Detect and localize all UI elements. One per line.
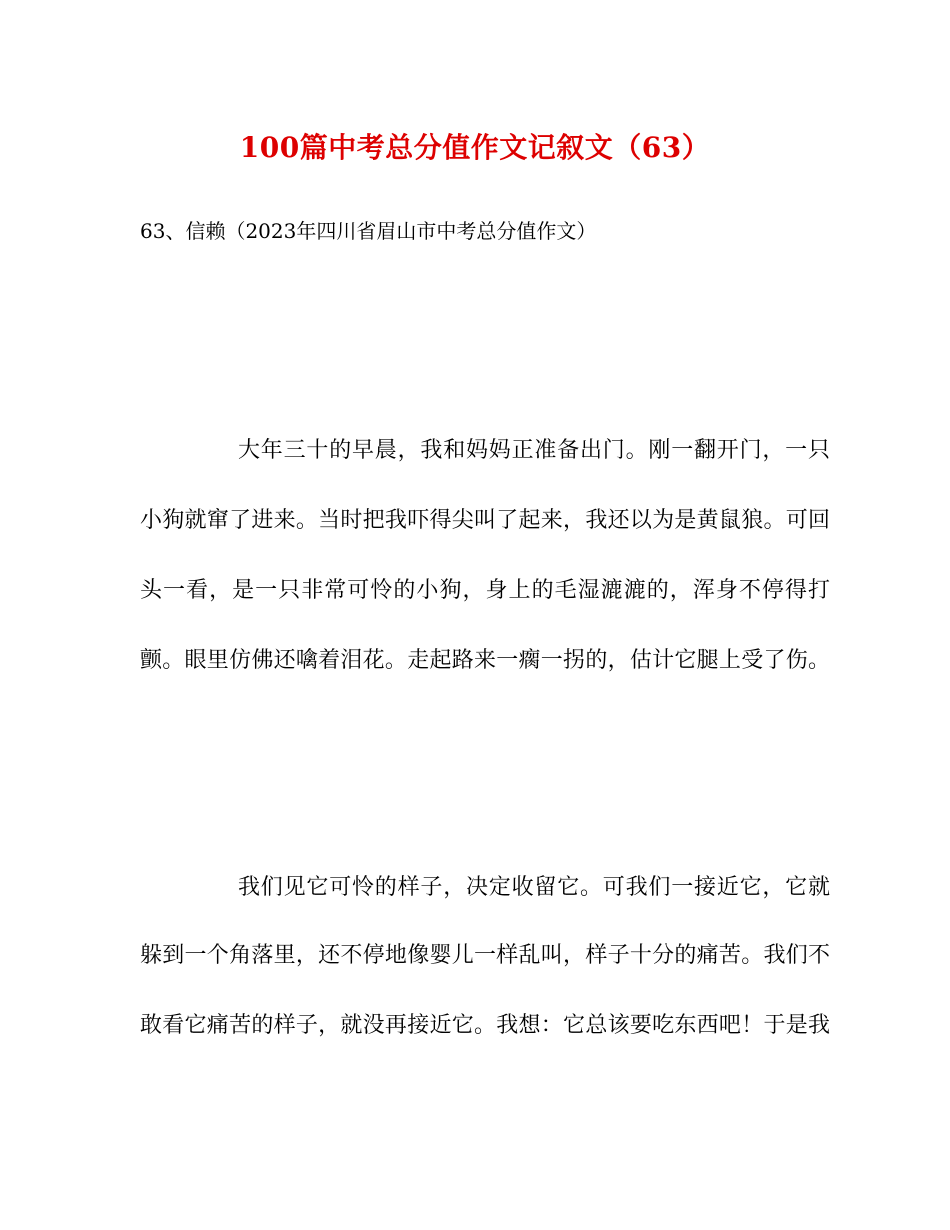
paragraph-2-line-3: 敢看它痛苦的样子，就没再接近它。我想：它总该要吃东西吧！于是我 (140, 1013, 830, 1038)
essay-subtitle: 63、信赖（2023年四川省眉山市中考总分值作文） (140, 219, 597, 243)
paragraph-1-line-1: 大年三十的早晨，我和妈妈正准备出门。刚一翻开门，一只 (238, 438, 830, 463)
paragraph-1-line-3: 头一看，是一只非常可怜的小狗，身上的毛湿漉漉的，浑身不停得打 (140, 578, 830, 603)
paragraph-2-line-2: 躲到一个角落里，还不停地像婴儿一样乱叫，样子十分的痛苦。我们不 (140, 943, 830, 968)
paragraph-2-line-1: 我们见它可怜的样子，决定收留它。可我们一接近它，它就 (238, 875, 830, 900)
paragraph-1-line-2: 小狗就窜了进来。当时把我吓得尖叫了起来，我还以为是黄鼠狼。可回 (140, 508, 830, 533)
paragraph-1-line-4: 颤。眼里仿佛还噙着泪花。走起路来一瘸一拐的，估计它腿上受了伤。 (140, 648, 830, 673)
document-title: 100篇中考总分值作文记叙文（63） (239, 131, 711, 164)
